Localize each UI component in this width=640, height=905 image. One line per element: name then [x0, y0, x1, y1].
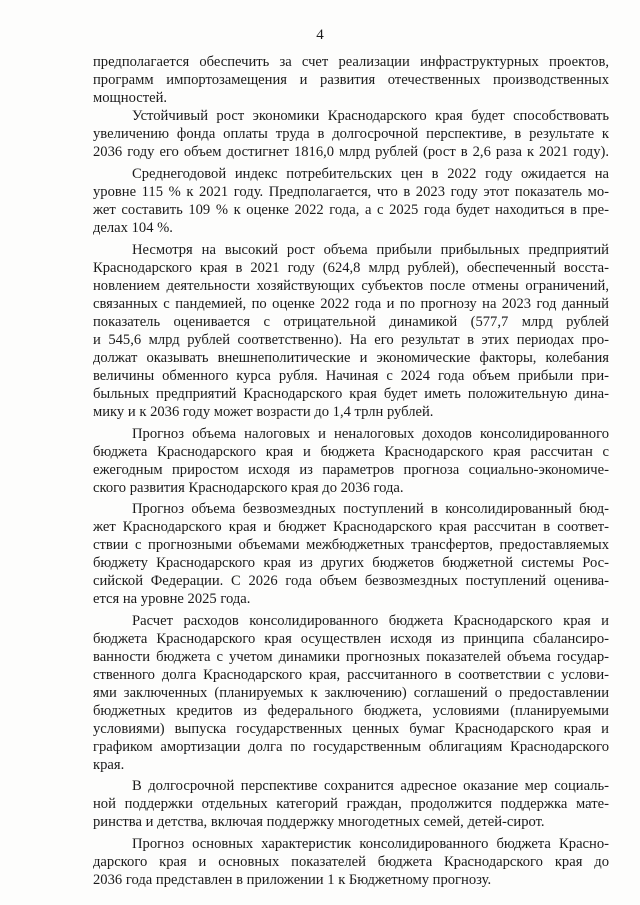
- text-line: бюджета Краснодарского края и бюджета Краснодарского края рассчитан с: [93, 444, 609, 460]
- text-line: предполагается обеспечить за счет реализации инфраструктурных проектов,: [93, 54, 609, 70]
- text-line: дарского края и основных показателей бюджета Краснодарского края до: [93, 854, 609, 870]
- text-line: показатель оценивается с отрицательной динамикой (577,7 млрд рублей: [93, 314, 609, 330]
- text-line: жет Краснодарского края и бюджет Краснодарского края рассчитан в соответ-: [93, 519, 609, 535]
- text-line: мощностей.: [93, 90, 168, 106]
- text-line: увеличению фонда оплаты труда в долгосрочной перспективе, в результате к: [93, 126, 609, 142]
- text-line: Краснодарского края в 2021 году (624,8 млрд рублей), обеспеченный восста-: [93, 260, 609, 276]
- text-line: сийской Федерации. С 2026 года объем безвозмездных поступлений оценива-: [93, 573, 609, 589]
- text-line: ванности бюджета с учетом динамики прогнозных показателей объема государ-: [93, 649, 609, 665]
- text-line: 2036 году его объем достигнет 1816,0 млрд рублей (рост в 2,6 раза к 2021 году).: [93, 144, 609, 160]
- text-line: связанных с пандемией, по оценке 2022 года и по прогнозу на 2023 год данный: [93, 296, 609, 312]
- text-line: ственного долга Краснодарского края, рассчитанного в соответствии с услови-: [93, 667, 609, 683]
- text-line: жет составить 109 % к оценке 2022 года, а с 2025 года будет находиться в пре-: [93, 202, 609, 218]
- text-line: ского развития Краснодарского края до 2036 года.: [93, 480, 404, 496]
- text-line: 2036 года представлен в приложении 1 к Бюджетному прогнозу.: [93, 872, 492, 888]
- text-line: мику и к 2036 году может возрасти до 1,4 трлн рублей.: [93, 404, 434, 420]
- text-line: бюджета Краснодарского края осуществлен исходя из принципа сбалансиро-: [93, 631, 609, 647]
- text-line: ежегодным приростом исходя из параметров прогноза социально-экономиче-: [93, 462, 609, 478]
- text-line: края.: [93, 757, 125, 773]
- text-line: быльных предприятий Краснодарского края будет иметь положительную дина-: [93, 386, 609, 402]
- text-line: ствии с прогнозными объемами межбюджетных трансфертов, предоставляемых: [93, 537, 609, 553]
- text-line: бюджетных кредитов из федерального бюджета, условиями (планируемыми: [93, 703, 609, 719]
- page-number: 4: [316, 27, 324, 43]
- text-line: уровне 115 % к 2021 году. Предполагается, что в 2023 году этот показатель мо-: [93, 184, 609, 200]
- text-line: Расчет расходов консолидированного бюджета Краснодарского края и: [132, 613, 609, 629]
- text-line: величины обменного курса рубля. Начиная с 2024 года объем прибыли при-: [93, 368, 609, 384]
- text-line: программ импортозамещения и развития отечественных производственных: [93, 72, 609, 88]
- text-line: ринства и детства, включая поддержку многодетных семей, детей-сирот.: [93, 814, 545, 830]
- text-line: Несмотря на высокий рост объема прибыли прибыльных предприятий: [132, 242, 609, 258]
- text-line: ями заключенных (планируемых к заключению) соглашений о предоставлении: [93, 685, 609, 701]
- text-line: должат оказывать внешнеполитические и экономические факторы, колебания: [93, 350, 609, 366]
- text-line: делах 104 %.: [93, 220, 173, 236]
- text-line: Прогноз объема налоговых и неналоговых доходов консолидированного: [132, 426, 609, 442]
- text-line: новлением деятельности хозяйствующих субъектов после отмены ограничений,: [93, 278, 609, 294]
- text-line: В долгосрочной перспективе сохранится адресное оказание мер социаль-: [132, 778, 609, 794]
- text-line: ется на уровне 2025 года.: [93, 591, 251, 607]
- text-line: Среднегодовой индекс потребительских цен в 2022 году ожидается на: [132, 166, 609, 182]
- text-line: бюджету Краснодарского края из других бюджетов бюджетной системы Рос-: [93, 555, 609, 571]
- text-line: Прогноз объема безвозмездных поступлений в консолидированный бюд-: [132, 501, 609, 517]
- text-line: ной поддержки отдельных категорий граждан, продолжится поддержка мате-: [93, 796, 609, 812]
- text-line: условиями) выпуска государственных ценных бумаг Краснодарского края и: [93, 721, 609, 737]
- text-line: графиком амортизации долга по государственным облигациям Краснодарского: [93, 739, 609, 755]
- text-line: Устойчивый рост экономики Краснодарского края будет способствовать: [132, 108, 609, 124]
- text-line: и 545,6 млрд рублей соответственно). На его результат в этих периодах про-: [93, 332, 609, 348]
- text-line: Прогноз основных характеристик консолидированного бюджета Красно-: [132, 836, 609, 852]
